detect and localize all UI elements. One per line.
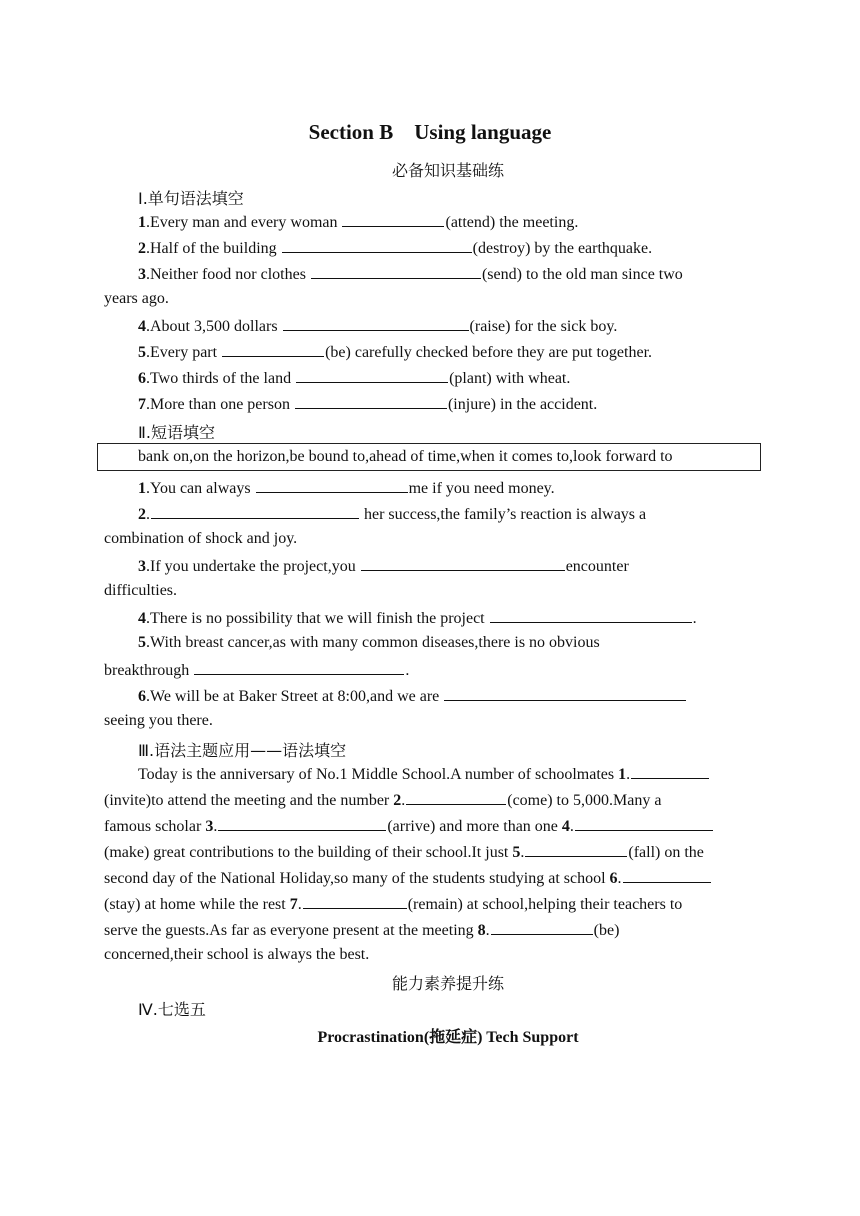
section-heading-1: Ⅰ.单句语法填空 bbox=[138, 189, 244, 208]
passage-line-6: (stay) at home while the rest 7. (remain) at school,helping their teachers to bbox=[104, 896, 683, 913]
question-1-4: 4.About 3,500 dollars (raise) for the sick boy. bbox=[138, 318, 618, 335]
passage-line-2: (invite)to attend the meeting and the number 2. (come) to 5,000.Many a bbox=[104, 792, 662, 809]
question-1-7: 7.More than one person (injure) in the accident. bbox=[138, 396, 598, 413]
question-2-2-cont: combination of shock and joy. bbox=[104, 530, 298, 547]
question-2-6-cont: seeing you there. bbox=[104, 712, 213, 729]
question-2-4: 4.There is no possibility that we will finish the project . bbox=[138, 610, 697, 627]
question-2-3: 3.If you undertake the project,you encounter bbox=[138, 558, 629, 575]
article-title: Procrastination(拖延症) Tech Support bbox=[317, 1029, 579, 1046]
section-heading-2: Ⅱ.短语填空 bbox=[138, 423, 215, 442]
question-2-6: 6.We will be at Baker Street at 8:00,and we are bbox=[138, 686, 687, 706]
page-title: Section B Using language bbox=[308, 120, 552, 144]
question-2-5-cont: breakthrough . bbox=[104, 662, 410, 679]
section-heading-4: Ⅳ.七选五 bbox=[138, 1000, 206, 1019]
question-1-6: 6.Two thirds of the land (plant) with wheat. bbox=[138, 370, 571, 387]
question-1-5: 5.Every part (be) carefully checked before they are put together. bbox=[138, 344, 653, 361]
phrase-list: bank on,on the horizon,be bound to,ahead of time,when it comes to,look forward to bbox=[138, 448, 673, 465]
subheading-basic: 必备知识基础练 bbox=[391, 161, 504, 180]
question-1-3-cont: years ago. bbox=[104, 290, 169, 307]
passage-line-7: serve the guests.As far as everyone present at the meeting 8. (be) bbox=[104, 922, 620, 939]
question-2-3-cont: difficulties. bbox=[104, 582, 178, 599]
passage-line-4: (make) great contributions to the building of their school.It just 5. (fall) on the bbox=[104, 844, 704, 861]
question-2-2: 2. her success,the family’s reaction is always a bbox=[138, 506, 647, 523]
passage-line-1: Today is the anniversary of No.1 Middle School.A number of schoolmates 1. bbox=[138, 764, 710, 784]
question-1-2: 2.Half of the building (destroy) by the earthquake. bbox=[138, 240, 653, 257]
passage-line-8: concerned,their school is always the best. bbox=[104, 946, 370, 963]
passage-line-3: famous scholar 3. (arrive) and more than one 4. bbox=[104, 816, 714, 836]
question-1-1: 1.Every man and every woman (attend) the meeting. bbox=[138, 214, 579, 231]
section-heading-3: Ⅲ.语法主题应用——语法填空 bbox=[138, 741, 347, 760]
phrase-box bbox=[97, 443, 761, 471]
question-2-1: 1.You can always me if you need money. bbox=[138, 480, 555, 497]
question-2-5: 5.With breast cancer,as with many common diseases,there is no obvious bbox=[138, 634, 600, 651]
passage-line-5: second day of the National Holiday,so many of the students studying at school 6. bbox=[104, 868, 712, 888]
question-1-3: 3.Neither food nor clothes (send) to the old man since two bbox=[138, 266, 683, 283]
subheading-advanced: 能力素养提升练 bbox=[391, 974, 504, 993]
